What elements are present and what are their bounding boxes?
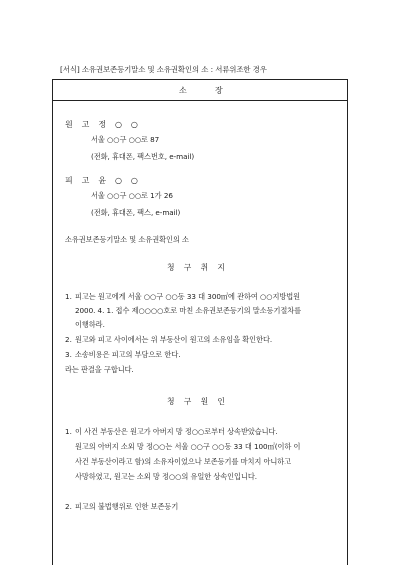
cause-1-number: 1. (65, 427, 72, 436)
document-title-row (53, 80, 347, 101)
claim-2-line-1: 원고와 피고 사이에서는 위 부동산이 원고의 소유임을 확인한다. (75, 335, 273, 344)
claim-1-line-1: 피고는 원고에게 서울 ○○구 ○○동 33 대 300㎡에 관하여 ○○지방법원 (75, 292, 301, 301)
defendant-label: 피 고 윤 ○ ○ (65, 176, 142, 185)
cause-heading: 청 구 원 인 (167, 397, 229, 406)
claim-1-number: 1. (65, 292, 72, 301)
cause-2-number: 2. (65, 502, 72, 511)
claim-heading: 청 구 취 지 (167, 263, 229, 272)
cause-1-line-1: 이 사건 부동산은 원고가 아버지 망 정○○로부터 상속받았습니다. (75, 427, 278, 436)
defendant-address: 서울 ○○구 ○○로 1가 26 (91, 191, 173, 200)
plaintiff-contact: (전화, 휴대폰, 팩스번호, e-mail) (91, 152, 195, 161)
title-char-2: 장 (215, 86, 223, 95)
claim-2-number: 2. (65, 335, 72, 344)
claim-1-line-3: 이행하라. (75, 320, 105, 329)
claim-1-line-2: 2000. 4. 1. 접수 제○○○○호로 마친 소유권보존등기의 말소등기절차를 (75, 306, 302, 315)
form-caption: [서식] 소유권보존등기말소 및 소유권확인의 소 : 서류위조한 경우 (60, 65, 267, 74)
cause-1-line-4: 사망하였고, 원고는 소외 망 정○○의 유일한 상속인입니다. (75, 472, 257, 481)
claim-closing: 라는 판결을 구합니다. (65, 365, 134, 374)
defendant-contact: (전화, 휴대폰, 팩스, e-mail) (91, 208, 181, 217)
cause-1-line-3: 사건 부동산이라고 함)의 소유자이었으나 보존등기를 마치지 아니하고 (75, 457, 292, 466)
claim-3-number: 3. (65, 350, 72, 359)
claim-3-line-1: 소송비용은 피고의 부담으로 한다. (75, 350, 181, 359)
cause-2-line-1: 피고의 불법행위로 인한 보존등기 (75, 502, 179, 511)
cause-1-line-2: 원고의 아버지 소외 망 정○○는 서울 ○○구 ○○동 33 대 100㎡(이하 이 (75, 442, 301, 451)
plaintiff-label: 원 고 정 ○ ○ (65, 120, 142, 129)
plaintiff-address: 서울 ○○구 ○○로 87 (91, 135, 160, 144)
title-char-1: 소 (179, 86, 187, 95)
case-name: 소유권보존등기말소 및 소유권확인의 소 (65, 235, 189, 244)
document-frame (52, 79, 348, 565)
